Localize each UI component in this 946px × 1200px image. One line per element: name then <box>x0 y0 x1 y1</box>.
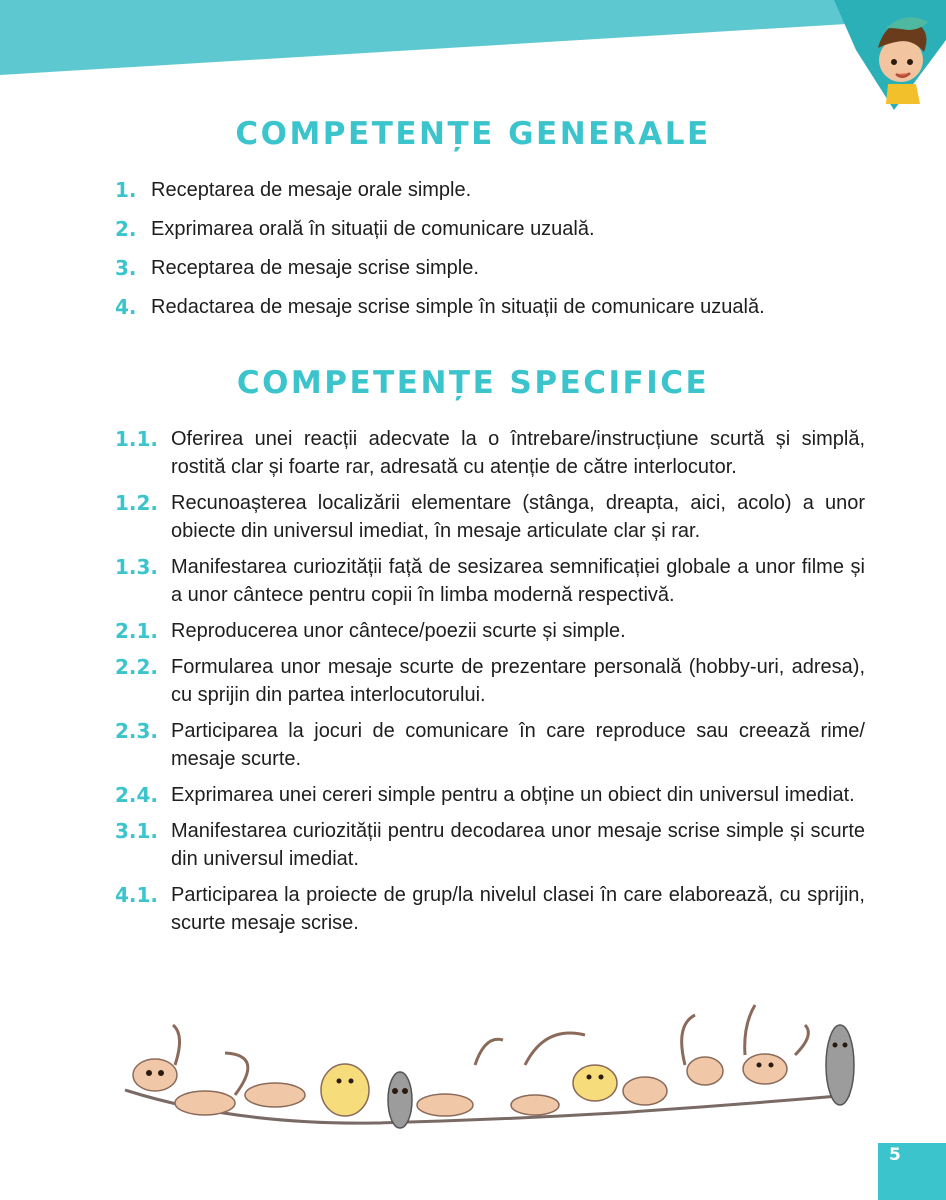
general-competence-item <box>115 254 835 293</box>
boy-mascot-illustration <box>816 0 946 110</box>
specific-competence-item-text: Recunoașterea localizării elementare (stânga, dreapta, aici, acolo) a unor obiecte din universul imediat, în mesaje articulate clar și rar. <box>171 492 865 542</box>
specific-competence-item-text: Exprimarea unei cereri simple pentru a obține un obiect din universul imediat. <box>171 784 855 806</box>
specific-competence-item <box>115 717 865 773</box>
general-competence-item <box>115 293 835 332</box>
specific-competence-item <box>115 781 865 809</box>
specific-competence-item-number: 3.1. <box>115 819 159 843</box>
specific-competence-item-text: Participarea la jocuri de comunicare în care reproduce sau creează rime/ mesaje scurte. <box>171 720 865 770</box>
specific-competence-item-text: Participarea la proiecte de grup/la nivelul clasei în care elaborează, cu sprijin, scurte mesaje scrise. <box>171 884 865 934</box>
general-competence-item-number: 4. <box>115 295 137 319</box>
specific-competence-item <box>115 489 865 545</box>
general-competence-item-number: 2. <box>115 217 137 241</box>
specific-competence-item-text: Oferirea unei reacții adecvate la o întrebare/instrucțiune scurtă și simplă, rostită clar și foarte rar, adresată cu atenție de către interlocutor. <box>171 428 865 478</box>
general-competence-item-text: Redactarea de mesaje scrise simple în situații de comunicare uzuală. <box>151 296 765 318</box>
general-competence-item-number: 3. <box>115 256 137 280</box>
specific-competence-item <box>115 653 865 709</box>
specific-competence-item <box>115 817 865 873</box>
general-competence-item <box>115 215 835 254</box>
specific-competence-item-text: Reproducerea unor cântece/poezii scurte și simple. <box>171 620 626 642</box>
page-number: 5 <box>878 1143 946 1200</box>
specific-competence-item-text: Manifestarea curiozității față de sesizarea semnificației globale a unor filme și a unor cântece pentru copii în limba modernă respectivă. <box>171 556 865 606</box>
specific-competence-item-text: Manifestarea curiozității pentru decodarea unor mesaje scrise simple și scurte din universul imediat. <box>171 820 865 870</box>
general-competence-item-number: 1. <box>115 178 137 202</box>
general-competences-title: COMPETENȚE GENERALE <box>235 116 711 152</box>
specific-competence-item <box>115 617 865 645</box>
general-competence-item-text: Receptarea de mesaje orale simple. <box>151 179 472 201</box>
general-competences-list <box>115 176 835 332</box>
specific-competences-title: COMPETENȚE SPECIFICE <box>236 365 710 401</box>
specific-competence-item-number: 1.2. <box>115 491 159 515</box>
general-competence-item <box>115 176 835 215</box>
specific-competence-item-text: Formularea unor mesaje scurte de prezentare personală (hobby-uri, adresa), cu sprijin din partea interlocutorului. <box>171 656 865 706</box>
general-competence-item-text: Exprimarea orală în situații de comunicare uzuală. <box>151 218 595 240</box>
cats-decorative-illustration <box>115 995 865 1145</box>
specific-competence-item-number: 2.1. <box>115 619 159 643</box>
specific-competence-item-number: 4.1. <box>115 883 159 907</box>
general-competence-item-text: Receptarea de mesaje scrise simple. <box>151 257 479 279</box>
specific-competence-item-number: 2.3. <box>115 719 159 743</box>
specific-competence-item-number: 1.3. <box>115 555 159 579</box>
specific-competence-item-number: 2.4. <box>115 783 159 807</box>
specific-competence-item <box>115 553 865 609</box>
specific-competence-item-number: 1.1. <box>115 427 159 451</box>
specific-competence-item <box>115 425 865 481</box>
specific-competence-item-number: 2.2. <box>115 655 159 679</box>
top-banner <box>0 0 946 75</box>
specific-competences-list <box>115 425 865 945</box>
specific-competence-item <box>115 881 865 937</box>
